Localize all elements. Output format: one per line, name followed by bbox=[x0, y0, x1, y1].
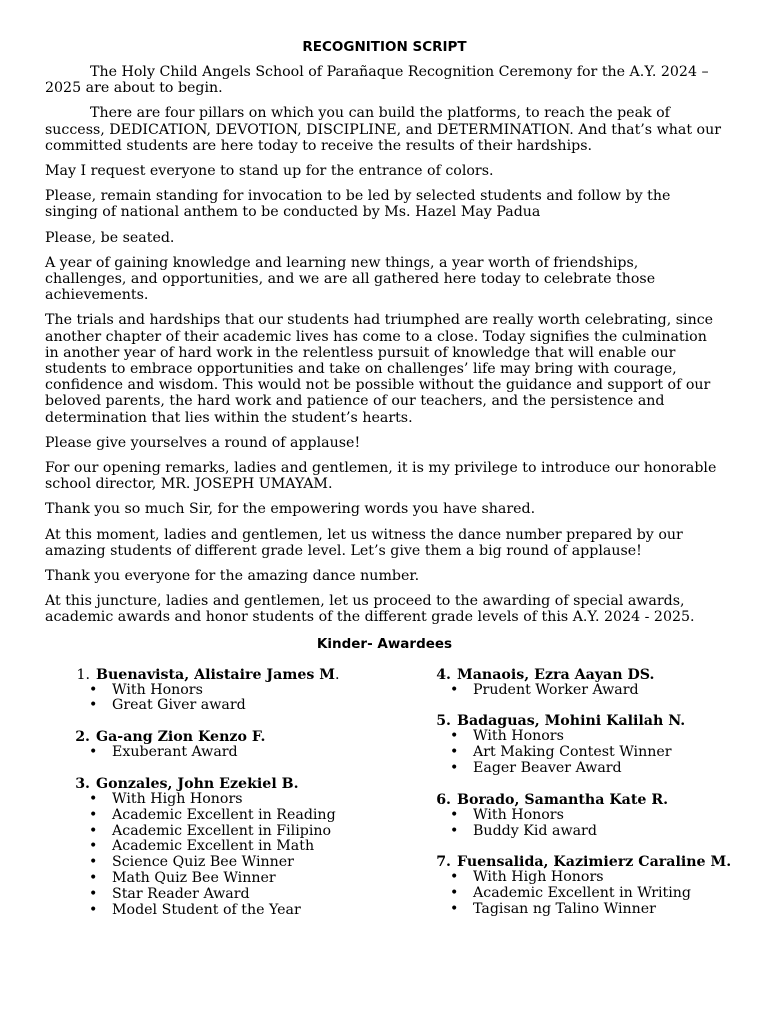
bullet-icon: • bbox=[450, 822, 459, 839]
paragraph: At this moment, ladies and gentlemen, let us witness the dance number prepared by our amazing students of different grade level. Let’s give them a big round of applause! bbox=[45, 526, 683, 559]
award-label: With Honors bbox=[473, 728, 564, 745]
awardee-number: 6. bbox=[436, 791, 451, 808]
award-label: Tagisan ng Talino Winner bbox=[473, 901, 656, 918]
award-item bbox=[450, 729, 758, 745]
paragraph: For our opening remarks, ladies and gentlemen, it is my privilege to introduce our honorable school director, MR. JOSEPH UMAYAM. bbox=[45, 460, 717, 493]
awardee-number: 5. bbox=[436, 713, 451, 730]
awardee-name-row bbox=[428, 792, 758, 808]
award-label: With Honors bbox=[112, 681, 203, 698]
script-body bbox=[45, 64, 724, 626]
award-list bbox=[67, 792, 397, 918]
award-label: Exuberant Award bbox=[112, 744, 238, 761]
paragraph: Thank you so much Sir, for the empowering words you have shared. bbox=[45, 501, 536, 518]
paragraph: At this juncture, ladies and gentlemen, let us proceed to the awarding of special awards, academic awards and honor students of the different grade levels of this A.Y. 2024 - 2025. bbox=[45, 593, 695, 626]
award-item bbox=[89, 808, 397, 824]
bullet-icon: • bbox=[89, 822, 98, 839]
award-list bbox=[428, 870, 758, 917]
awardee-number: 2. bbox=[75, 729, 90, 746]
bullet-icon: • bbox=[89, 697, 98, 714]
award-item bbox=[89, 745, 397, 761]
award-label: Buddy Kid award bbox=[473, 822, 597, 839]
awardee-name: Fuensalida, Kazimierz Caraline M. bbox=[457, 854, 732, 871]
awardee-name-row bbox=[428, 667, 758, 683]
award-list bbox=[67, 745, 397, 761]
award-item bbox=[450, 761, 758, 777]
awardee-name-row bbox=[67, 729, 397, 745]
awardee-name: Gonzales, John Ezekiel B. bbox=[96, 776, 299, 793]
bullet-icon: • bbox=[450, 901, 459, 918]
bullet-icon: • bbox=[89, 681, 98, 698]
award-label: Science Quiz Bee Winner bbox=[112, 854, 294, 871]
bullet-icon: • bbox=[89, 885, 98, 902]
award-item bbox=[450, 745, 758, 761]
awardee-name: Borado, Samantha Kate R. bbox=[457, 791, 669, 808]
award-item bbox=[89, 683, 397, 699]
bullet-icon: • bbox=[89, 744, 98, 761]
bullet-icon: • bbox=[89, 870, 98, 887]
award-label: With High Honors bbox=[112, 791, 243, 808]
bullet-icon: • bbox=[89, 806, 98, 823]
award-item bbox=[89, 792, 397, 808]
award-list bbox=[428, 808, 758, 840]
awardee-name: Manaois, Ezra Aayan DS. bbox=[457, 666, 655, 683]
award-item bbox=[450, 902, 758, 918]
award-item bbox=[89, 824, 397, 840]
bullet-icon: • bbox=[89, 838, 98, 855]
bullet-icon: • bbox=[89, 791, 98, 808]
award-label: Art Making Contest Winner bbox=[473, 744, 672, 761]
awardees-column-left bbox=[67, 667, 397, 934]
paragraph: May I request everyone to stand up for the entrance of colors. bbox=[45, 163, 494, 180]
paragraph: A year of gaining knowledge and learning new things, a year worth of friendships, challenges, and opportunities, and we are all gathered here today to celebrate those achievements. bbox=[45, 254, 656, 304]
bullet-icon: • bbox=[450, 806, 459, 823]
bullet-icon: • bbox=[89, 901, 98, 918]
paragraph: Please, remain standing for invocation to be led by selected students and follow by the singing of national anthem to be conducted by Ms. Hazel May Padua bbox=[45, 188, 671, 221]
award-item bbox=[89, 698, 397, 714]
awardees-column-right bbox=[428, 667, 758, 933]
awardee-number: 3. bbox=[75, 776, 90, 793]
award-label: Academic Excellent in Math bbox=[112, 838, 315, 855]
awardee-name-row bbox=[67, 667, 397, 683]
award-label: With High Honors bbox=[473, 869, 604, 886]
awardee-name-row bbox=[428, 713, 758, 729]
paragraph: Please give yourselves a round of applause! bbox=[45, 434, 361, 451]
awardee-item bbox=[428, 713, 758, 776]
award-item bbox=[450, 824, 758, 840]
award-item bbox=[89, 871, 397, 887]
paragraph: The trials and hardships that our students had triumphed are really worth celebrating, since another chapter of their academic lives has come to a close. Today signifies the culmination in another year of hard work in the relentless pursuit of knowledge that will enable our students to embrace opportunities and take on challenges’ life may bring with courage, confidence and wisdom. This would not be possible without the guidance and support of our beloved parents, the hard work and patience of our teachers, and the persistence and determination that lies within the student’s hearts. bbox=[45, 312, 714, 426]
award-item bbox=[89, 855, 397, 871]
awardee-name-row bbox=[67, 776, 397, 792]
award-item bbox=[450, 870, 758, 886]
bullet-icon: • bbox=[450, 744, 459, 761]
award-label: Model Student of the Year bbox=[112, 901, 301, 918]
award-item bbox=[450, 808, 758, 824]
award-label: Academic Excellent in Writing bbox=[473, 885, 692, 902]
awardee-name: Badaguas, Mohini Kalilah N. bbox=[457, 713, 686, 730]
award-label: With Honors bbox=[473, 806, 564, 823]
awardee-name: Ga-ang Zion Kenzo F. bbox=[96, 729, 266, 746]
award-item bbox=[89, 887, 397, 903]
award-label: Star Reader Award bbox=[112, 885, 250, 902]
award-item bbox=[89, 903, 397, 919]
awardee-item bbox=[67, 776, 397, 918]
award-item bbox=[450, 683, 758, 699]
awardee-name-row bbox=[428, 854, 758, 870]
awardee-number: 7. bbox=[436, 854, 451, 871]
award-label: Prudent Worker Award bbox=[473, 681, 639, 698]
award-label: Academic Excellent in Filipino bbox=[112, 822, 332, 839]
award-list bbox=[428, 683, 758, 699]
awardee-number: 4. bbox=[436, 666, 451, 683]
awardee-name-suffix: . bbox=[335, 666, 340, 683]
paragraph: Please, be seated. bbox=[45, 229, 175, 246]
award-label: Math Quiz Bee Winner bbox=[112, 870, 276, 887]
bullet-icon: • bbox=[450, 869, 459, 886]
award-item bbox=[450, 886, 758, 902]
paragraph: The Holy Child Angels School of Parañaque Recognition Ceremony for the A.Y. 2024 – 2025 are about to begin. bbox=[45, 64, 709, 97]
awardees-list bbox=[45, 666, 732, 967]
bullet-icon: • bbox=[450, 760, 459, 777]
award-item bbox=[89, 839, 397, 855]
bullet-icon: • bbox=[450, 681, 459, 698]
awardee-item bbox=[67, 729, 397, 761]
award-list bbox=[67, 683, 397, 715]
awardee-item bbox=[428, 792, 758, 840]
section-title: Kinder- Awardees bbox=[316, 635, 453, 652]
awardee-item bbox=[67, 667, 397, 715]
award-list bbox=[428, 729, 758, 776]
award-label: Academic Excellent in Reading bbox=[112, 806, 336, 823]
awardee-item bbox=[428, 854, 758, 917]
bullet-icon: • bbox=[450, 885, 459, 902]
awardee-item bbox=[428, 667, 758, 699]
awardee-number: 1. bbox=[76, 666, 90, 683]
award-label: Eager Beaver Award bbox=[473, 760, 622, 777]
paragraph: There are four pillars on which you can build the platforms, to reach the peak of success, DEDICATION, DEVOTION, DISCIPLINE, and DETERMINATION. And that’s what our committed students are here today to receive the results of their hardships. bbox=[45, 105, 721, 154]
bullet-icon: • bbox=[89, 854, 98, 871]
award-label: Great Giver award bbox=[112, 697, 246, 714]
awardee-name: Buenavista, Alistaire James M bbox=[96, 666, 336, 683]
document-title: RECOGNITION SCRIPT bbox=[302, 39, 467, 55]
bullet-icon: • bbox=[450, 728, 459, 745]
paragraph: Thank you everyone for the amazing dance number. bbox=[45, 568, 420, 585]
